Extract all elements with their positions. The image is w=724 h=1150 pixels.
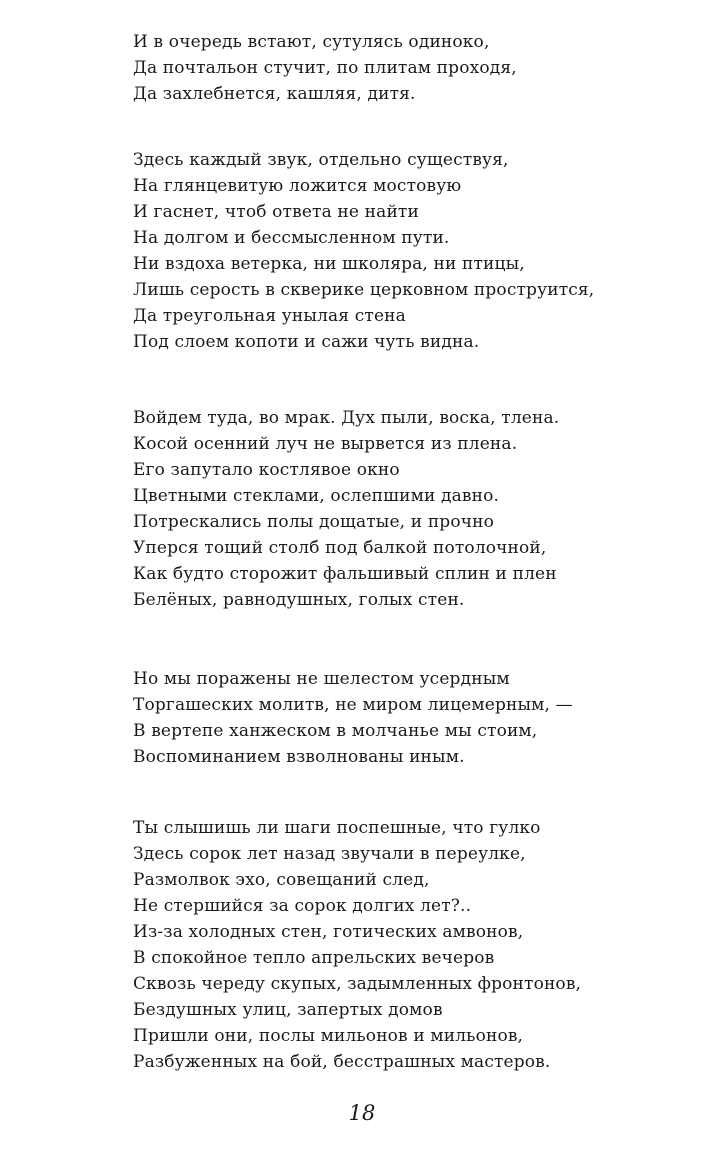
stanza-2 [133,147,693,355]
poem-line: На долгом и бессмысленном пути. [133,228,450,248]
poem-line: Да захлебнется, кашляя, дитя. [133,84,416,104]
page-number: 18 [348,1101,376,1125]
poem-line: Воспоминанием взволнованы иным. [133,747,465,767]
poem-line: Здесь сорок лет назад звучали в переулке, [133,844,526,864]
poem-line: Не стершийся за сорок долгих лет?.. [133,896,472,916]
poem-line: Но мы поражены не шелестом усердным [133,669,510,689]
poem-line: Потрескались полы дощатые, и прочно [133,512,494,532]
poem-line: Войдем туда, во мрак. Дух пыли, воска, тлена. [133,408,560,428]
poem-line: Разбуженных на бой, бесстрашных мастеров. [133,1052,551,1072]
poem-line: Сквозь череду скупых, задымленных фронтонов, [133,974,582,994]
poem-line: Да треугольная унылая стена [133,306,406,326]
stanza-1 [133,29,693,107]
poem-line: Уперся тощий столб под балкой потолочной, [133,538,547,558]
poem-line: Да почтальон стучит, по плитам проходя, [133,58,517,78]
poem-line: Косой осенний луч не вырвется из плена. [133,434,518,454]
poem-line: В вертепе ханжеском в молчанье мы стоим, [133,721,538,741]
poem-line: Здесь каждый звук, отдельно существуя, [133,150,509,170]
poem-line: Под слоем копоти и сажи чуть видна. [133,332,480,352]
poem-line: Торгашеских молитв, не миром лицемерным, — [133,695,573,715]
poem-line: Размолвок эхо, совещаний след, [133,870,430,890]
poem-line: Лишь серость в скверике церковном проструится, [133,280,595,300]
poem-line: Пришли они, послы мильонов и мильонов, [133,1026,524,1046]
poem-line: Бездушных улиц, запертых домов [133,1000,443,1020]
poem-line: Цветными стеклами, ослепшими давно. [133,486,500,506]
poem-line: Его запутало костлявое окно [133,460,400,480]
poem-line: Из-за холодных стен, готических амвонов, [133,922,524,942]
poem-line: Белёных, равнодушных, голых стен. [133,590,465,610]
poem-line: Как будто сторожит фальшивый сплин и плен [133,564,557,584]
stanza-3 [133,405,693,613]
poem-line: И в очередь встают, сутулясь одиноко, [133,32,490,52]
stanza-4 [133,666,693,770]
poem-line: Ни вздоха ветерка, ни школяра, ни птицы, [133,254,525,274]
stanza-5 [133,815,693,1075]
poem-line: Ты слышишь ли шаги поспешные, что гулко [133,818,541,838]
poem-line: На глянцевитую ложится мостовую [133,176,462,196]
poem-line: В спокойное тепло апрельских вечеров [133,948,495,968]
poem-line: И гаснет, чтоб ответа не найти [133,202,419,222]
